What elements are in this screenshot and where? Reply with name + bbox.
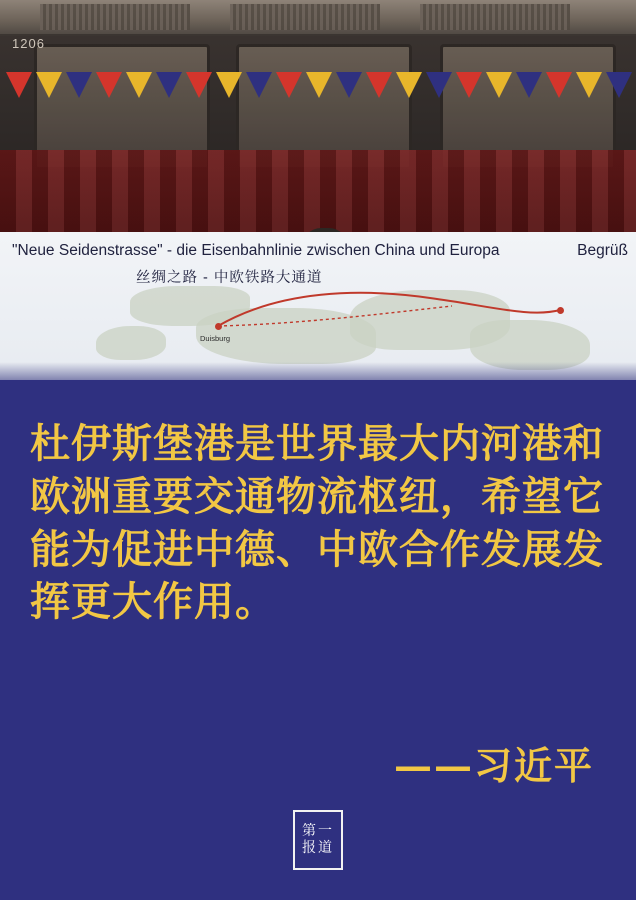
photo-bottom-fade	[0, 362, 636, 380]
banner-right-text: Begrüß	[577, 242, 628, 259]
red-curtain	[0, 150, 636, 232]
train-number-label: 1206	[12, 36, 45, 51]
banner-title-chinese: 丝绸之路 - 中欧铁路大通道	[136, 270, 323, 286]
brand-logo-line-2: 报道	[302, 840, 334, 856]
train-vent	[40, 4, 190, 30]
brand-logo	[293, 810, 343, 870]
photo-area	[0, 0, 636, 380]
city-dot-chongqing	[557, 307, 564, 314]
city-dot-duisburg	[215, 323, 222, 330]
city-label-duisburg: Duisburg	[200, 334, 231, 343]
bunting-flags	[0, 72, 636, 118]
quote-text: 杜伊斯堡港是世界最大内河港和欧洲重要交通物流枢纽，希望它能为促进中德、中欧合作发展发挥更大作用。	[30, 420, 604, 626]
quote-area	[0, 380, 636, 900]
brand-logo-line-1: 第一	[302, 822, 334, 839]
exhibit-banner	[0, 232, 636, 380]
train-vent	[230, 4, 380, 30]
train-vent	[420, 4, 570, 30]
quote-attribution: ——习近平	[393, 743, 594, 788]
banner-title-german: "Neue Seidenstrasse" - die Eisenbahnlinie zwischen China und Europa	[12, 242, 500, 259]
